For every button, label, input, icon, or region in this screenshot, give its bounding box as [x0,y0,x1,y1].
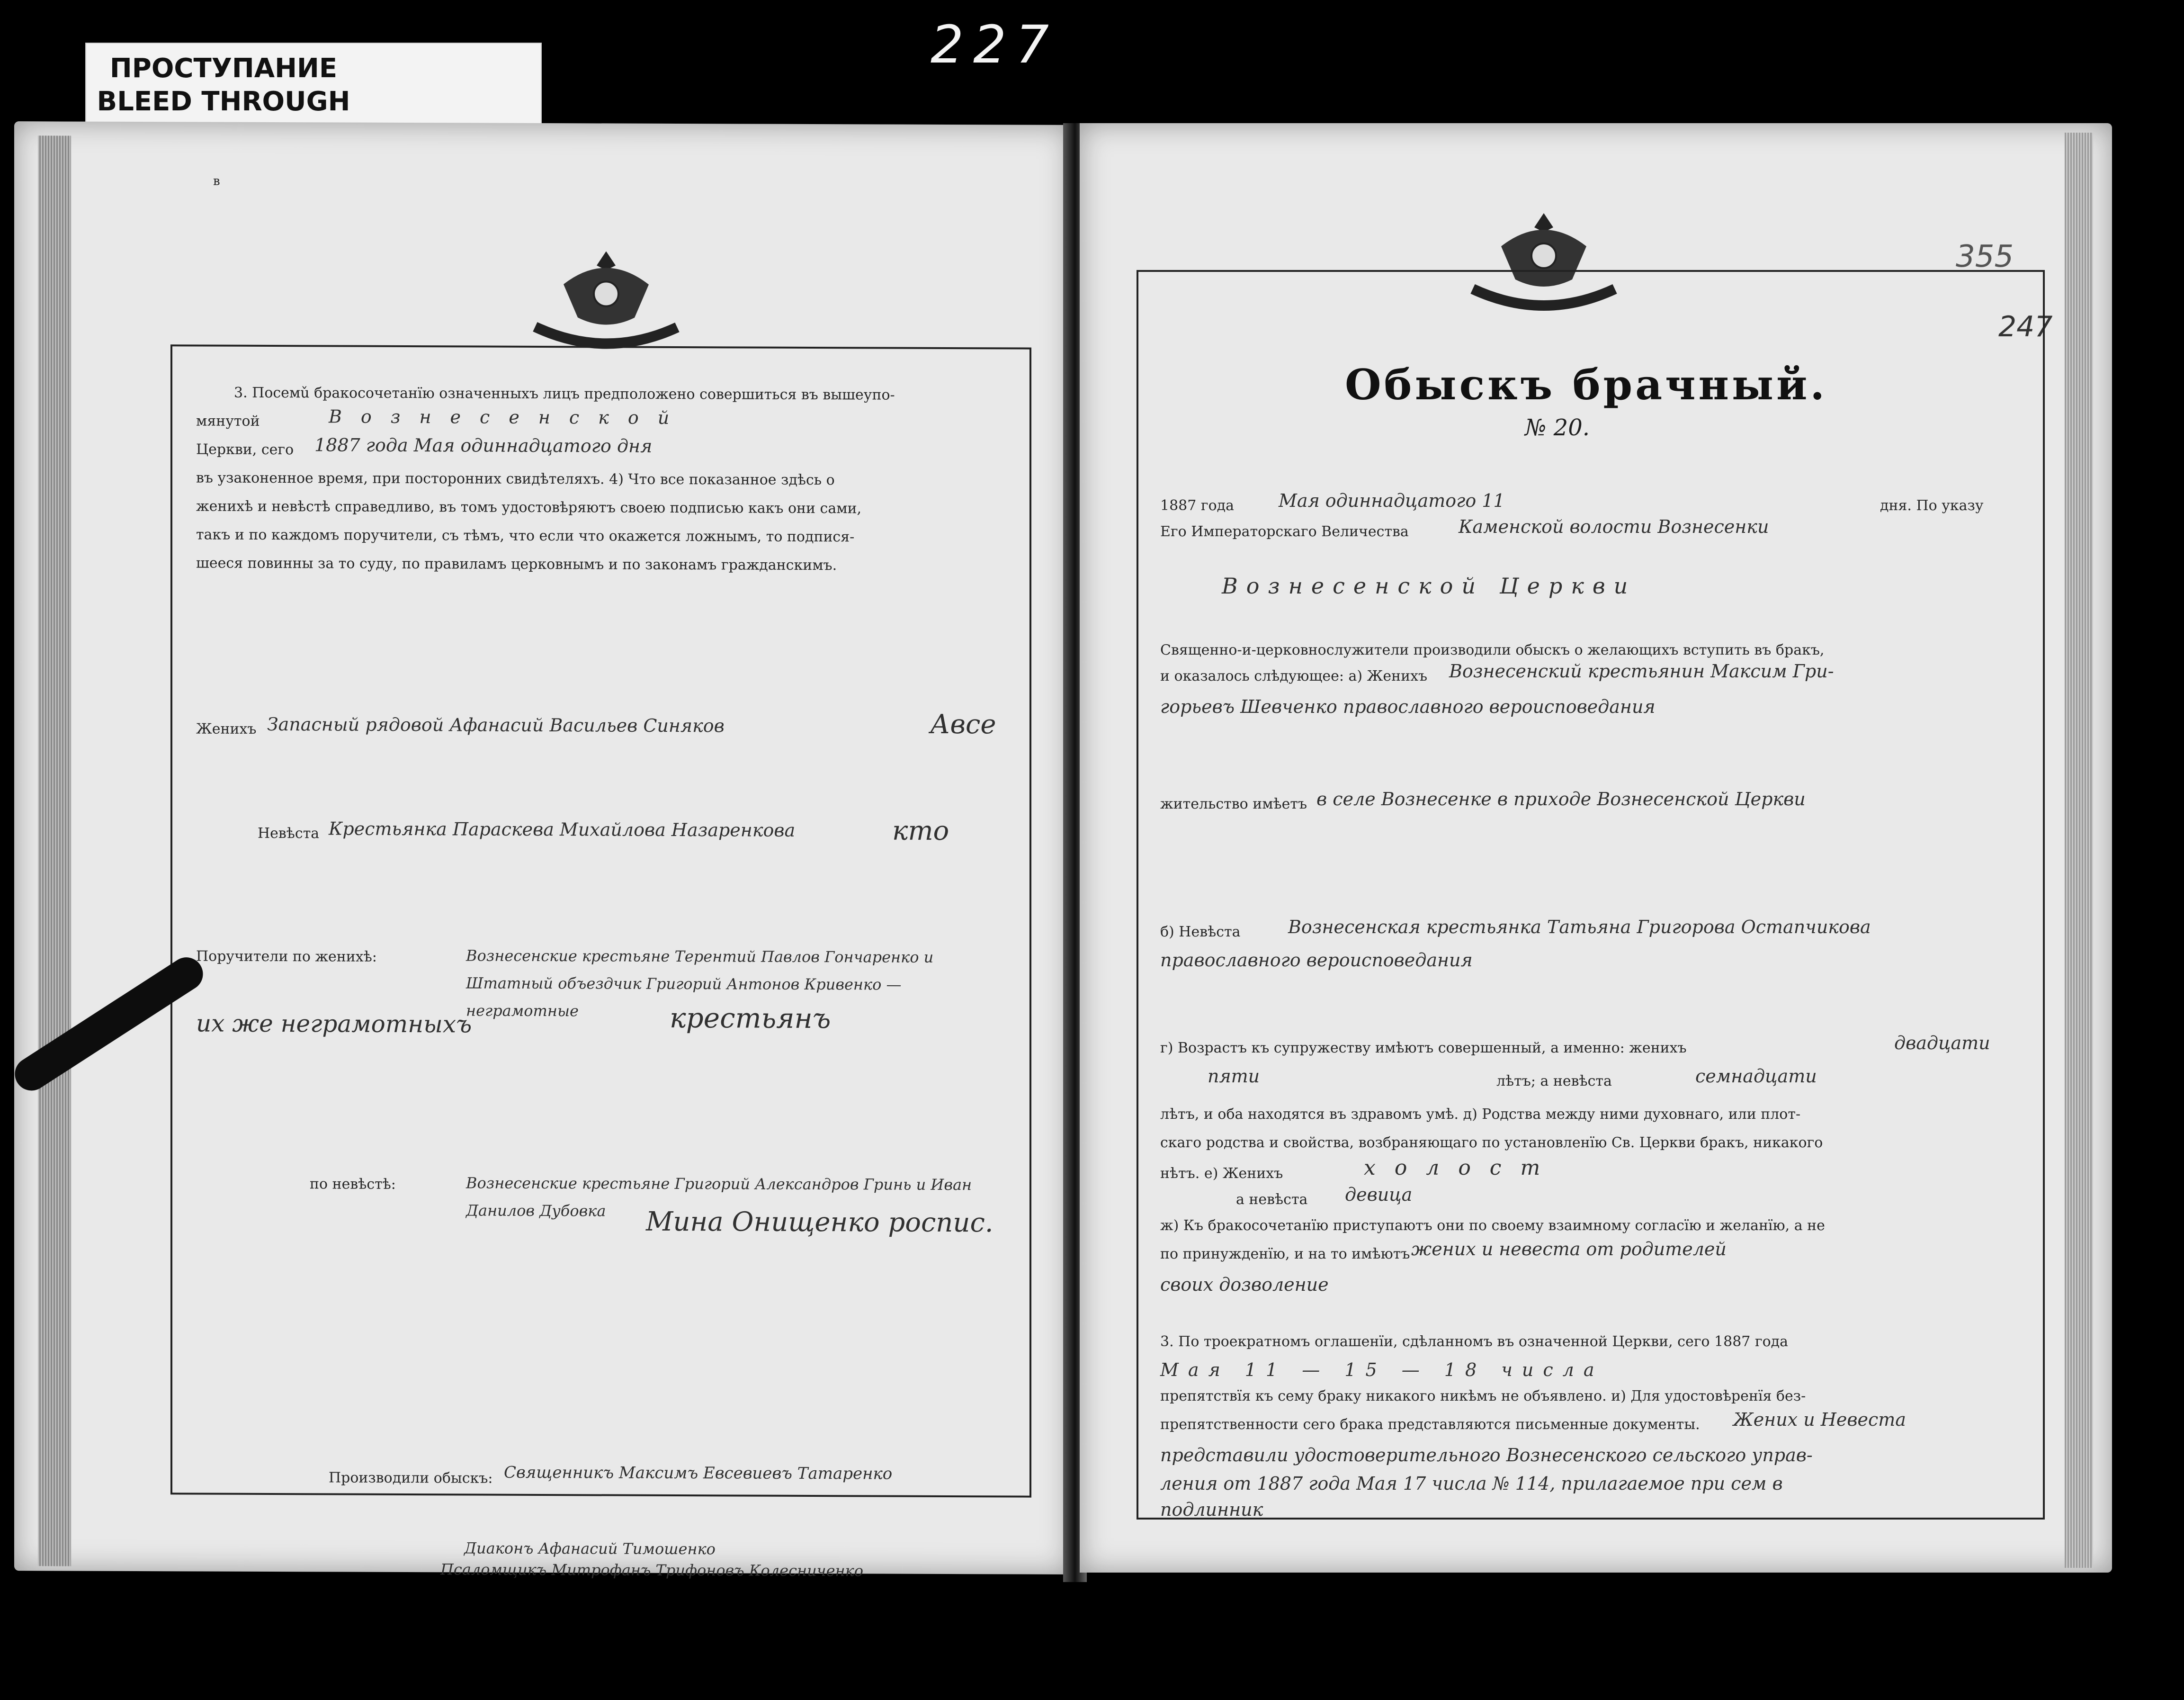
text-line-2: мянутой [196,413,260,430]
documents-fill: Жених и Невеста [1733,1409,1906,1430]
consent-line: ж) Къ бракосочетанïю приступаютъ они по своему взаимному согласïю и желанïю, а не [1160,1217,1825,1234]
priest-signature: Священникъ Максимъ Евсевиевъ Татаренко [504,1463,893,1484]
date-fill: Мая одиннадцатого 11 [1279,490,1505,511]
left-page [14,121,1070,1580]
corner-mark: в [213,174,220,189]
page-stack-edge [38,135,71,1566]
text-line-1: 3. Посемǔ бракосочетанïю означенныхъ лицъ предположено совершиться въ вышеупо- [234,384,895,404]
compulsion-fill: жених и невеста от родителей [1411,1239,1727,1259]
psalmist-signature: Псаломщикъ Митрофанъ Трифоновъ Колесниченко [440,1560,863,1580]
right-form-frame [1137,270,2045,1520]
obstacle-line: препятствïя къ сему браку никакого никѣмъ не объявлено. и) Для удостовѣренïя без- [1160,1388,1806,1404]
documents-fill-4: подлинник [1160,1499,1263,1520]
imperial-fill: Каменской волости Вознесенки [1459,516,1769,537]
left-form-frame [170,344,1031,1497]
groom-label: Женихъ [196,720,257,738]
bride-label-right: б) Невѣста [1160,924,1241,940]
bride-fill: Крестьянка Параскева Михайлова Назаренкова [329,818,796,841]
groom-signature: Авсе [930,709,996,740]
illiterate-note: их же неграмотныхъ [196,1009,472,1038]
church-fill-right: Вознесенской Церкви [1222,573,1637,599]
kin-line: скаго родства и свойства, возбраняющаго по установленïю Св. Церкви бракъ, никакого [1160,1134,1823,1151]
page-stack-edge-right [2065,133,2093,1568]
bride-sureties-fill: Вознесенские крестьяне Григорий Александров Гринь и Иван Данилов Дубовка [466,1174,972,1220]
date-prefix: 1887 года [1160,497,1235,514]
bride-status-fill: девица [1345,1184,1413,1205]
text-line-7: шееся повинны за то суду, по правиламъ церковнымъ и по законамъ гражданскимъ. [196,555,837,574]
register-book [14,123,2112,1625]
imperial-line: Его Императорскаго Величества [1160,523,1409,540]
deacon-signature: Диаконъ Афанасий Тимошенко [464,1539,716,1558]
date-fill: 1887 года Мая одиннадцатого дня [314,434,653,457]
age-groom: двадцати [1894,1033,1990,1053]
age-groom-2: пяти [1208,1066,1260,1087]
performed-label: Производили обыскъ: [329,1469,493,1487]
groom-fill: Запасный рядовой Афанасий Васильев Синяков [267,713,725,737]
record-number: № 20. [1525,414,1590,441]
bride-fill-right-2: православного вероисповедания [1160,950,1473,971]
found-line: и оказалось слѣдующее: а) Женихъ [1160,668,1428,684]
documents-fill-2: представили удостоверительного Вознесенского сельского управ- [1160,1445,1813,1466]
bride-fill-right: Вознесенская крестьянка Татьяна Григорова Остапчикова [1288,917,1871,937]
peasants-note: крестьянъ [670,1001,831,1035]
documents-line: препятственности сего брака представляются письменные документы. [1160,1416,1700,1433]
label-line1: ПРОСТУПАНИЕ [109,53,338,84]
right-page [1080,123,2112,1573]
compulsion-line: по принужденïю, и на то имѣютъ [1160,1246,1410,1262]
page-number: 355 [1956,239,2014,274]
text-line-5: женихѣ и невѣстѣ справедливо, въ томъ удостовѣряютъ своею подписью какъ они сами, [196,498,862,517]
banns-line: 3. По троекратномъ оглашенïи, сдѣланномъ въ означенной Церкви, сего 1887 года [1160,1333,1789,1350]
bride-sureties-label: по невѣстѣ: [310,1176,396,1193]
page-number-old: 247 [1998,310,2053,343]
age-line: г) Возрастъ къ супружеству имѣютъ совершенный, а именно: женихъ [1160,1040,1687,1056]
bride-signature: кто [892,815,949,846]
residence-label: жительство имѣетъ [1160,796,1307,812]
document-title: Обыскъ брачный. [1345,360,1828,409]
groom-sureties-fill: Вознесенские крестьяне Терентий Павлов Гончаренко и Штатный объездчик Григорий Антонов Кривенко — неграмотные [466,946,934,1020]
groom-status-fill: холост [1364,1156,1559,1180]
status-line: нѣтъ. е) Женихъ [1160,1165,1283,1182]
church-fill: Вознесенской [329,406,689,429]
compulsion-fill-2: своих дозволение [1160,1274,1329,1295]
documents-fill-3: ления от 1887 года Мая 17 числа № 114, прилагаемое при сем в [1160,1473,1783,1494]
clergy-line: Священно-и-церковнослужители производили обыскъ о желающихъ вступить въ бракъ, [1160,642,1825,658]
bride-status-label: а невѣста [1236,1191,1308,1208]
label-line2: BLEED THROUGH [97,86,350,117]
banns-fill: Мая 11 — 15 — 18 числа [1160,1359,1604,1380]
groom-sureties-label: Поручители по женихѣ: [196,948,377,965]
text-line-4: въ узаконенное время, при посторонних свидѣтеляхъ. 4) Что все показанное здѣсь о [196,469,835,489]
groom-fill-right: Вознесенский крестьянин Максим Гри- [1449,661,1834,682]
text-line-6: такъ и по каждомъ поручители, съ тѣмъ, что если что окажется ложнымъ, то подпися- [196,526,855,546]
age-bride: семнадцати [1695,1066,1817,1087]
bride-sureties-note: Мина Онищенко роспис. [646,1206,994,1239]
residence-fill: в селе Вознесенке в приходе Вознесенской Церкви [1316,789,1806,810]
frame-number: 227 [931,14,1058,75]
age-years: лѣтъ; а невѣста [1496,1073,1612,1089]
date-suffix: дня. По указу [1880,497,1984,514]
text-line-3: Церкви, сего [196,441,294,459]
groom-fill-right-2: горьевъ Шевченко православного вероисповедания [1160,696,1656,717]
health-line: лѣтъ, и оба находятся въ здравомъ умѣ. д) Родства между ними духовнаго, или плот- [1160,1106,1801,1123]
bride-label: Невѣста [258,825,320,842]
imperial-eagle-emblem [526,242,687,351]
